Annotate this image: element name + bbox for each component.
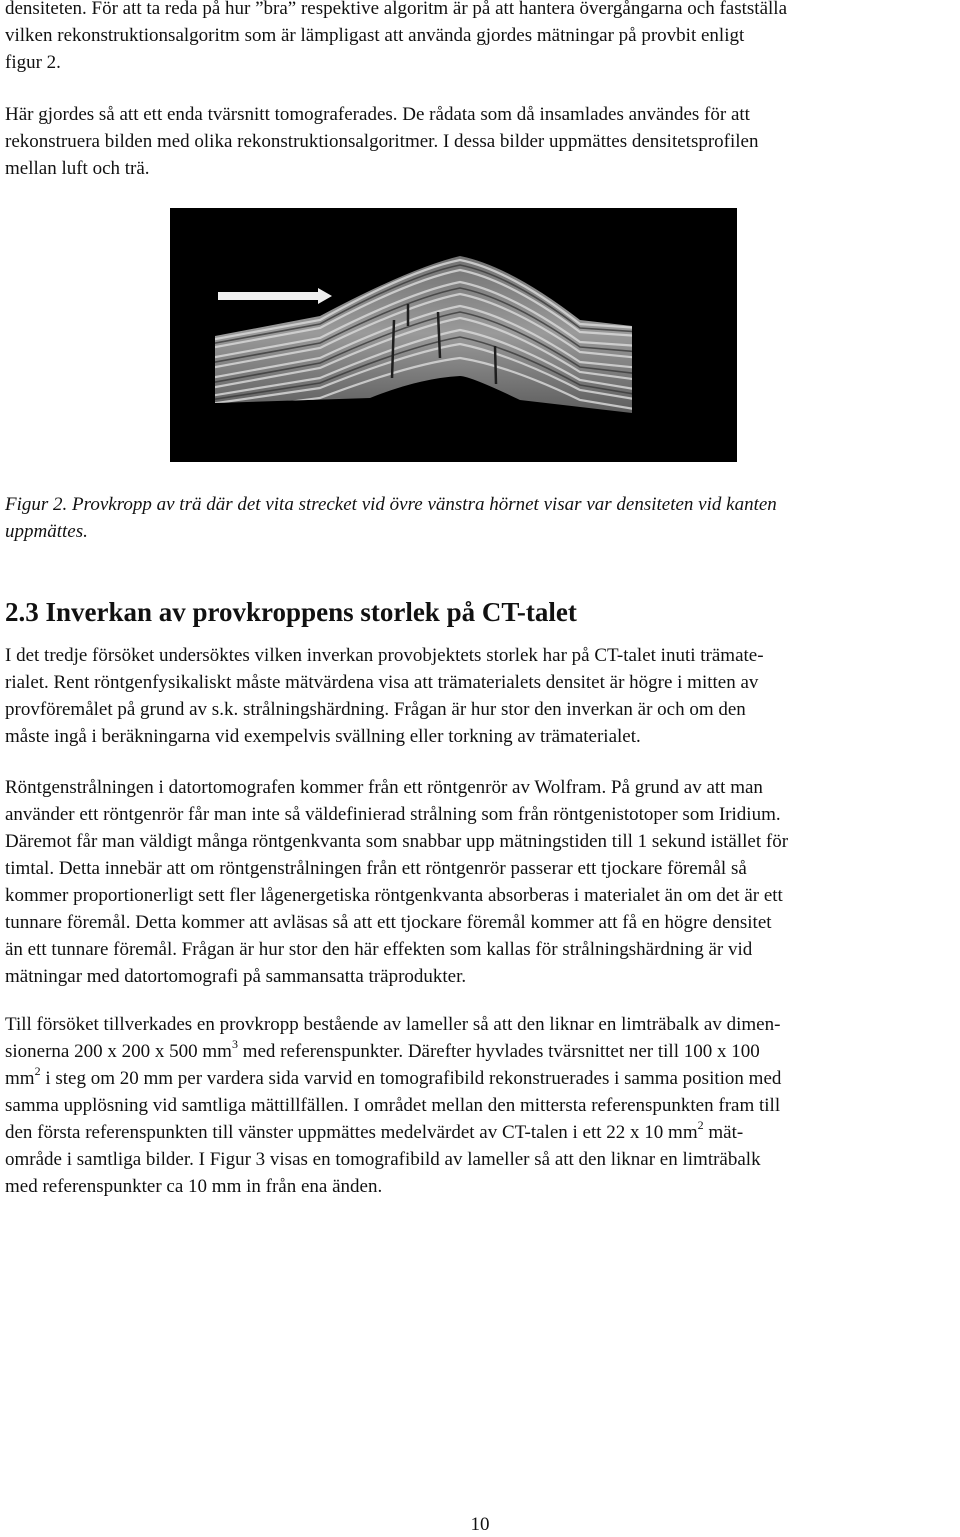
trial-line: den första referenspunkten till vänster uppmättes medelvärdet av CT-talen i ett 22 x 10 mm [5, 1122, 698, 1143]
superscript: 2 [34, 1063, 41, 1078]
trial-line: i steg om 20 mm per vardera sida varvid en tomografibild rekonstruerades i samma position med [40, 1068, 782, 1089]
trial-line: sionerna 200 x 200 x 500 mm [5, 1041, 232, 1062]
superscript: 2 [697, 1117, 704, 1132]
ct-cross-section-image [170, 208, 737, 462]
trial-line: med referenspunkter. Därefter hyvlades tvärsnittet ner till 100 x 100 [237, 1041, 760, 1062]
trial-line: mm [5, 1068, 35, 1089]
trial-line: Till försöket tillverkades en provkropp bestående av lameller så att den liknar en limträbalk av dimen- [5, 1014, 781, 1035]
trial-line: samma upplösning vid samtliga mättillfällen. I området mellan den mittersta referenspunkten fram till [5, 1095, 781, 1116]
intro-paragraph: densiteten. För att ta reda på hur ”bra” respektive algoritm är på att hantera övergångarna och fastställa vilken rekonstruktionsalgoritm som är lämpligast att använda gjordes mätningar på provbit enligt figur 2. [5, 0, 788, 73]
page-number: 10 [470, 1514, 490, 1535]
trial-line: med referenspunkter ca 10 mm in från ena änden. [5, 1176, 383, 1197]
ct-image-graphic [170, 208, 737, 462]
trial-line: mät- [703, 1122, 744, 1143]
section-heading: 2.3 Inverkan av provkroppens storlek på CT-talet [5, 597, 577, 627]
method-paragraph: Här gjordes så att ett enda tvärsnitt tomograferades. De rådata som då insamlades användes för att rekonstruera bilden med olika rekonstruktionsalgoritmer. I dessa bilder uppmättes densitetsprofilen mellan luft och trä. [5, 104, 759, 179]
figure-caption: Figur 2. Provkropp av trä där det vita strecket vid övre vänstra hörnet visar var densiteten vid kanten uppmättes. [5, 494, 777, 542]
third-trial-paragraph: I det tredje försöket undersöktes vilken inverkan provobjektets storlek har på CT-talet inuti trämate- rialet. Rent röntgenfysikaliskt måste mätvärdena visa att trämaterialets densitet är högre i mitten av provföremålet på grund av s.k. strålningshärdning. Frågan är hur stor den inverkan är och om den måste ingå i beräkningarna vid exempelvis svällning eller torkning av trämaterialet. [5, 645, 764, 747]
xray-paragraph: Röntgenstrålningen i datortomografen kommer från ett röntgenrör av Wolfram. På grund av att man använder ett röntgenrör får man inte så väldefinierad strålning som från röntgenistotoper som Iridium. Däremot får man väldigt många röntgenkvanta som snabbar upp mätningstiden till 1 sekund istället för timtal. Detta innebär att om röntgenstrålningen från ett röntgenrör passerar ett tjockare föremål så kommer proportionerligt sett fler lågenergetiska röntgenkvanta absorberas i materialet än om det är ett tunnare föremål. Detta kommer att avläsas så att ett tjockare föremål kommer att få en högre densitet än ett tunnare föremål. Frågan är hur stor den här effekten som kallas för strålningshärdning är vid mätningar med datortomografi på sammansatta träprodukter. [5, 777, 789, 987]
superscript: 3 [231, 1036, 238, 1051]
trial-paragraph [5, 1011, 957, 1200]
trial-line: område i samtliga bilder. I Figur 3 visas en tomografibild av lameller så att den liknar en limträbalk [5, 1149, 761, 1170]
